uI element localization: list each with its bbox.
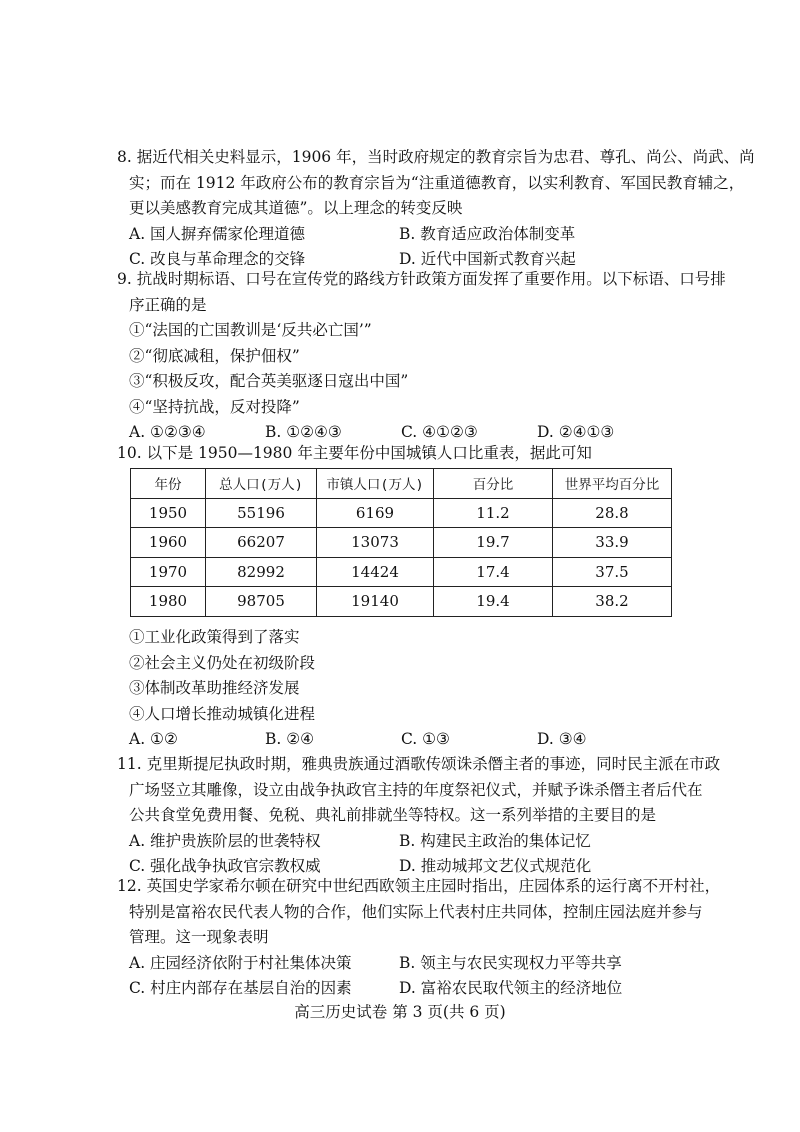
table-cell: 1960 bbox=[131, 528, 206, 558]
question-8 bbox=[117, 145, 755, 273]
q10-option-a[interactable]: A. ①② bbox=[129, 730, 178, 748]
q8-option-a[interactable]: A. 国人摒弃儒家伦理道德 bbox=[129, 224, 306, 243]
table-header-cell: 百分比 bbox=[434, 469, 553, 499]
q8-option-d[interactable]: D. 近代中国新式教育兴起 bbox=[399, 250, 576, 268]
table-row bbox=[131, 587, 672, 617]
q9-stem-line-1: 9. 抗战时期标语、口号在宣传党的路线方针政策方面发挥了重要作用。以下标语、口号排 bbox=[117, 270, 726, 288]
q12-options-row-1 bbox=[117, 951, 677, 977]
q9-item-2: ②“彻底减租，保护佃权” bbox=[129, 346, 300, 365]
q11-option-c[interactable]: C. 强化战争执政官宗教权威 bbox=[129, 857, 321, 875]
table-cell: 14424 bbox=[317, 557, 434, 587]
table-cell: 37.5 bbox=[553, 557, 672, 587]
q11-option-d[interactable]: D. 推动城邦文艺仪式规范化 bbox=[399, 857, 592, 875]
table-cell: 82992 bbox=[206, 557, 317, 587]
q11-option-a[interactable]: A. 维护贵族阶层的世袭特权 bbox=[129, 831, 321, 850]
table-cell: 55196 bbox=[206, 498, 317, 528]
table-cell: 17.4 bbox=[434, 557, 553, 587]
table-row bbox=[131, 557, 672, 587]
q10-option-d[interactable]: D. ③④ bbox=[537, 730, 587, 748]
question-10-body bbox=[117, 625, 677, 753]
table-cell: 66207 bbox=[206, 528, 317, 558]
population-table bbox=[130, 468, 672, 617]
q8-option-b[interactable]: B. 教育适应政治体制变革 bbox=[399, 224, 576, 243]
table-cell: 28.8 bbox=[553, 498, 672, 528]
table-cell: 1980 bbox=[131, 587, 206, 617]
table-header-row bbox=[131, 469, 672, 499]
q10-option-c[interactable]: C. ①③ bbox=[401, 730, 450, 748]
table-cell: 19140 bbox=[317, 587, 434, 617]
q12-stem-line-1: 12. 英国史学家希尔顿在研究中世纪西欧领主庄园时指出，庄园体系的运行离不开村社， bbox=[117, 877, 721, 895]
table-row bbox=[131, 528, 672, 558]
table-cell: 1970 bbox=[131, 557, 206, 587]
q8-option-c[interactable]: C. 改良与革命理念的交锋 bbox=[129, 250, 306, 268]
table-header-cell: 市镇人口(万人) bbox=[317, 469, 434, 499]
q11-stem-line-2: 广场竖立其雕像，设立由战争执政官主持的年度祭祀仪式，并赋予诛杀僭主者后代在 bbox=[129, 780, 703, 799]
q12-stem-line-3: 管理。这一现象表明 bbox=[129, 928, 269, 946]
q12-option-a[interactable]: A. 庄园经济依附于村社集体决策 bbox=[129, 953, 352, 972]
q9-stem-line-2: 序正确的是 bbox=[129, 295, 207, 314]
q10-item-2: ②社会主义仍处在初级阶段 bbox=[129, 653, 316, 672]
q8-stem-line-2: 实；而在 1912 年政府公布的教育宗旨为“注重道德教育，以实利教育、军国民教育辅之， bbox=[129, 173, 745, 192]
page-footer: 高三历史试卷 第 3 页(共 6 页) bbox=[294, 1003, 506, 1021]
question-10-stem bbox=[117, 441, 677, 467]
q9-option-c[interactable]: C. ④①②③ bbox=[401, 423, 478, 441]
q11-stem-line-3: 公共食堂免费用餐、免税、典礼前排就坐等特权。这一系列举措的主要目的是 bbox=[129, 806, 657, 824]
q12-stem-line-2: 特别是富裕农民代表人物的合作，他们实际上代表村庄共同体，控制庄园法庭并参与 bbox=[129, 902, 703, 921]
q10-item-4: ④人口增长推动城镇化进程 bbox=[129, 704, 316, 723]
q10-options bbox=[117, 727, 677, 753]
table-cell: 19.7 bbox=[434, 528, 553, 558]
table-cell: 33.9 bbox=[553, 528, 672, 558]
q11-option-b[interactable]: B. 构建民主政治的集体记忆 bbox=[399, 831, 591, 850]
q8-stem-line-3: 更以美感教育完成其道德”。以上理念的转变反映 bbox=[129, 199, 463, 217]
table-cell: 38.2 bbox=[553, 587, 672, 617]
q12-options-row-2 bbox=[117, 976, 677, 1002]
q9-item-4: ④“坚持抗战，反对投降” bbox=[129, 397, 300, 416]
q12-option-c[interactable]: C. 村庄内部存在基层自治的因素 bbox=[129, 979, 352, 997]
table-cell: 11.2 bbox=[434, 498, 553, 528]
table-cell: 1950 bbox=[131, 498, 206, 528]
q11-options-row-1 bbox=[117, 829, 677, 855]
q9-option-a[interactable]: A. ①②③④ bbox=[129, 423, 206, 441]
q10-option-b[interactable]: B. ②④ bbox=[265, 730, 315, 748]
q9-option-b[interactable]: B. ①②④③ bbox=[265, 423, 342, 441]
question-9 bbox=[117, 267, 726, 446]
q10-stem-line: 10. 以下是 1950—1980 年主要年份中国城镇人口比重表，据此可知 bbox=[117, 444, 592, 462]
q9-item-3: ③“积极反攻，配合英美驱逐日寇出中国” bbox=[129, 372, 409, 390]
table-cell: 6169 bbox=[317, 498, 434, 528]
q8-stem-line-1: 8. 据近代相关史料显示，1906 年，当时政府规定的教育宗旨为忠君、尊孔、尚公、尚武、尚 bbox=[117, 148, 755, 166]
table-cell: 13073 bbox=[317, 528, 434, 558]
question-11 bbox=[117, 752, 721, 880]
table-cell: 98705 bbox=[206, 587, 317, 617]
table-row bbox=[131, 498, 672, 528]
table-header-cell: 总人口(万人) bbox=[206, 469, 317, 499]
q9-item-1: ①“法国的亡国教训是‘反共必亡国’” bbox=[129, 321, 372, 339]
table-header-cell: 世界平均百分比 bbox=[553, 469, 672, 499]
q8-options-row-1 bbox=[117, 222, 677, 248]
question-12 bbox=[117, 874, 721, 1002]
q10-item-3: ③体制改革助推经济发展 bbox=[129, 679, 300, 697]
q12-option-d[interactable]: D. 富裕农民取代领主的经济地位 bbox=[399, 979, 623, 997]
table-header-cell: 年份 bbox=[131, 469, 206, 499]
q12-option-b[interactable]: B. 领主与农民实现权力平等共享 bbox=[399, 953, 622, 972]
table-cell: 19.4 bbox=[434, 587, 553, 617]
q11-stem-line-1: 11. 克里斯提尼执政时期，雅典贵族通过酒歌传颂诛杀僭主者的事迹，同时民主派在市政 bbox=[117, 755, 721, 773]
q10-item-1: ①工业化政策得到了落实 bbox=[129, 628, 300, 646]
q9-option-d[interactable]: D. ②④①③ bbox=[537, 423, 615, 441]
